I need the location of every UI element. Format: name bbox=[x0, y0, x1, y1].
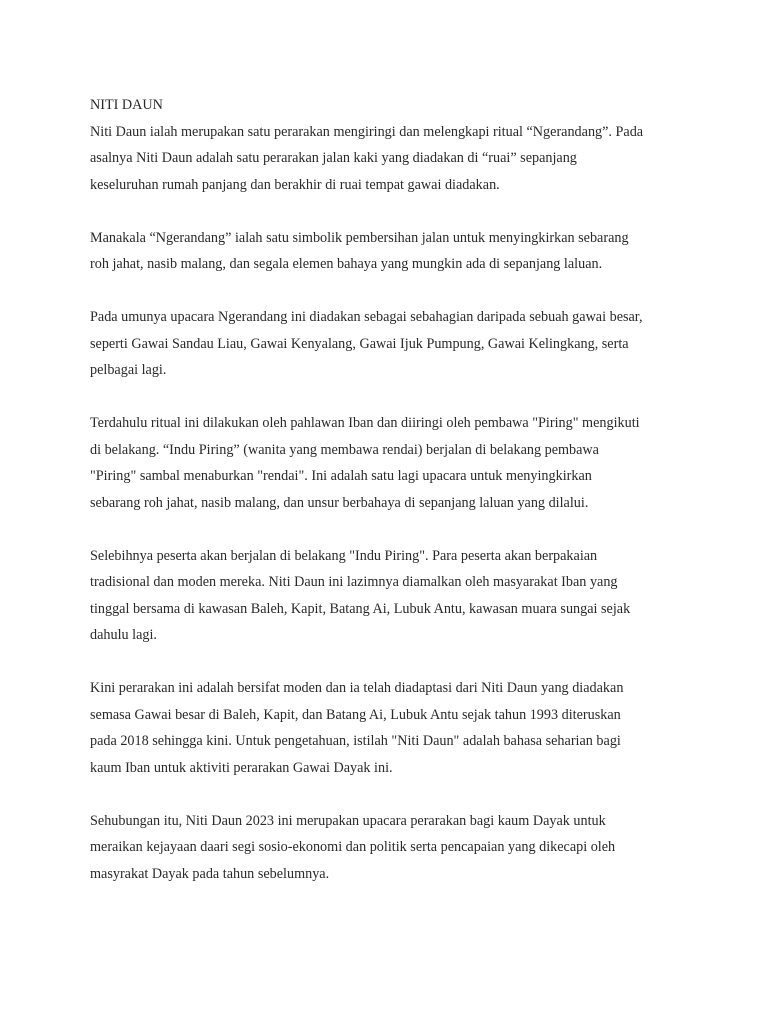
paragraph-line: tradisional dan moden mereka. Niti Daun ini lazimnya diamalkan oleh masyarakat Iban yang bbox=[90, 574, 618, 590]
paragraph bbox=[90, 543, 690, 649]
paragraph-line: roh jahat, nasib malang, dan segala elemen bahaya yang mungkin ada di sepanjang laluan. bbox=[90, 256, 603, 272]
paragraph-line: keseluruhan rumah panjang dan berakhir di ruai tempat gawai diadakan. bbox=[90, 176, 500, 193]
paragraph bbox=[90, 675, 690, 781]
paragraph-line: Kini perarakan ini adalah bersifat moden dan ia telah diadaptasi dari Niti Daun yang diadakan bbox=[90, 680, 624, 696]
paragraph-line: Manakala “Ngerandang” ialah satu simbolik pembersihan jalan untuk menyingkirkan sebarang bbox=[90, 229, 629, 246]
paragraph bbox=[90, 119, 690, 199]
paragraph bbox=[90, 225, 690, 278]
paragraph-line: seperti Gawai Sandau Liau, Gawai Kenyalang, Gawai Ijuk Pumpung, Gawai Kelingkang, serta bbox=[90, 335, 629, 352]
paragraph-line: Terdahulu ritual ini dilakukan oleh pahlawan Iban dan diiringi oleh pembawa "Piring" mengikuti bbox=[90, 415, 640, 431]
paragraph-line: semasa Gawai besar di Baleh, Kapit, dan Batang Ai, Lubuk Antu sejak tahun 1993 diteruskan bbox=[90, 706, 621, 723]
paragraph bbox=[90, 304, 690, 384]
paragraph bbox=[90, 808, 690, 888]
paragraph-line: pada 2018 sehingga kini. Untuk pengetahuan, istilah "Niti Daun" adalah bahasa seharian bagi bbox=[90, 733, 621, 749]
paragraph bbox=[90, 410, 690, 516]
paragraph-line: kaum Iban untuk aktiviti perarakan Gawai Dayak ini. bbox=[90, 759, 393, 776]
paragraph-line: Sehubungan itu, Niti Daun 2023 ini merupakan upacara perarakan bagi kaum Dayak untuk bbox=[90, 812, 606, 829]
paragraph-line: Niti Daun ialah merupakan satu perarakan mengiringi dan melengkapi ritual “Ngerandang”. Pada bbox=[90, 123, 644, 140]
paragraph-line: Pada umunya upacara Ngerandang ini diadakan sebagai sebahagian daripada sebuah gawai besar, bbox=[90, 309, 643, 325]
paragraph-line: asalnya Niti Daun adalah satu perarakan jalan kaki yang diadakan di “ruai” sepanjang bbox=[90, 150, 577, 166]
paragraph-line: sebarang roh jahat, nasib malang, dan unsur berbahaya di sepanjang laluan yang dilalui. bbox=[90, 494, 589, 511]
paragraph-line: tinggal bersama di kawasan Baleh, Kapit, Batang Ai, Lubuk Antu, kawasan muara sungai sejak bbox=[90, 600, 631, 617]
paragraph-line: Selebihnya peserta akan berjalan di belakang "Indu Piring". Para peserta akan berpakaian bbox=[90, 547, 598, 564]
document-title: NITI DAUN bbox=[90, 97, 163, 113]
paragraph-line: masyrakat Dayak pada tahun sebelumnya. bbox=[90, 865, 330, 882]
paragraph-line: di belakang. “Indu Piring” (wanita yang membawa rendai) berjalan di belakang pembawa bbox=[90, 441, 599, 458]
paragraph-line: pelbagai lagi. bbox=[90, 362, 167, 378]
document-page bbox=[90, 92, 690, 914]
document-body bbox=[90, 119, 690, 888]
paragraph-line: meraikan kejayaan daari segi sosio-ekonomi dan politik serta pencapaian yang dikecapi oleh bbox=[90, 839, 616, 855]
paragraph-line: dahulu lagi. bbox=[90, 627, 157, 643]
paragraph-line: "Piring" sambal menaburkan "rendai". Ini adalah satu lagi upacara untuk menyingkirkan bbox=[90, 468, 592, 484]
